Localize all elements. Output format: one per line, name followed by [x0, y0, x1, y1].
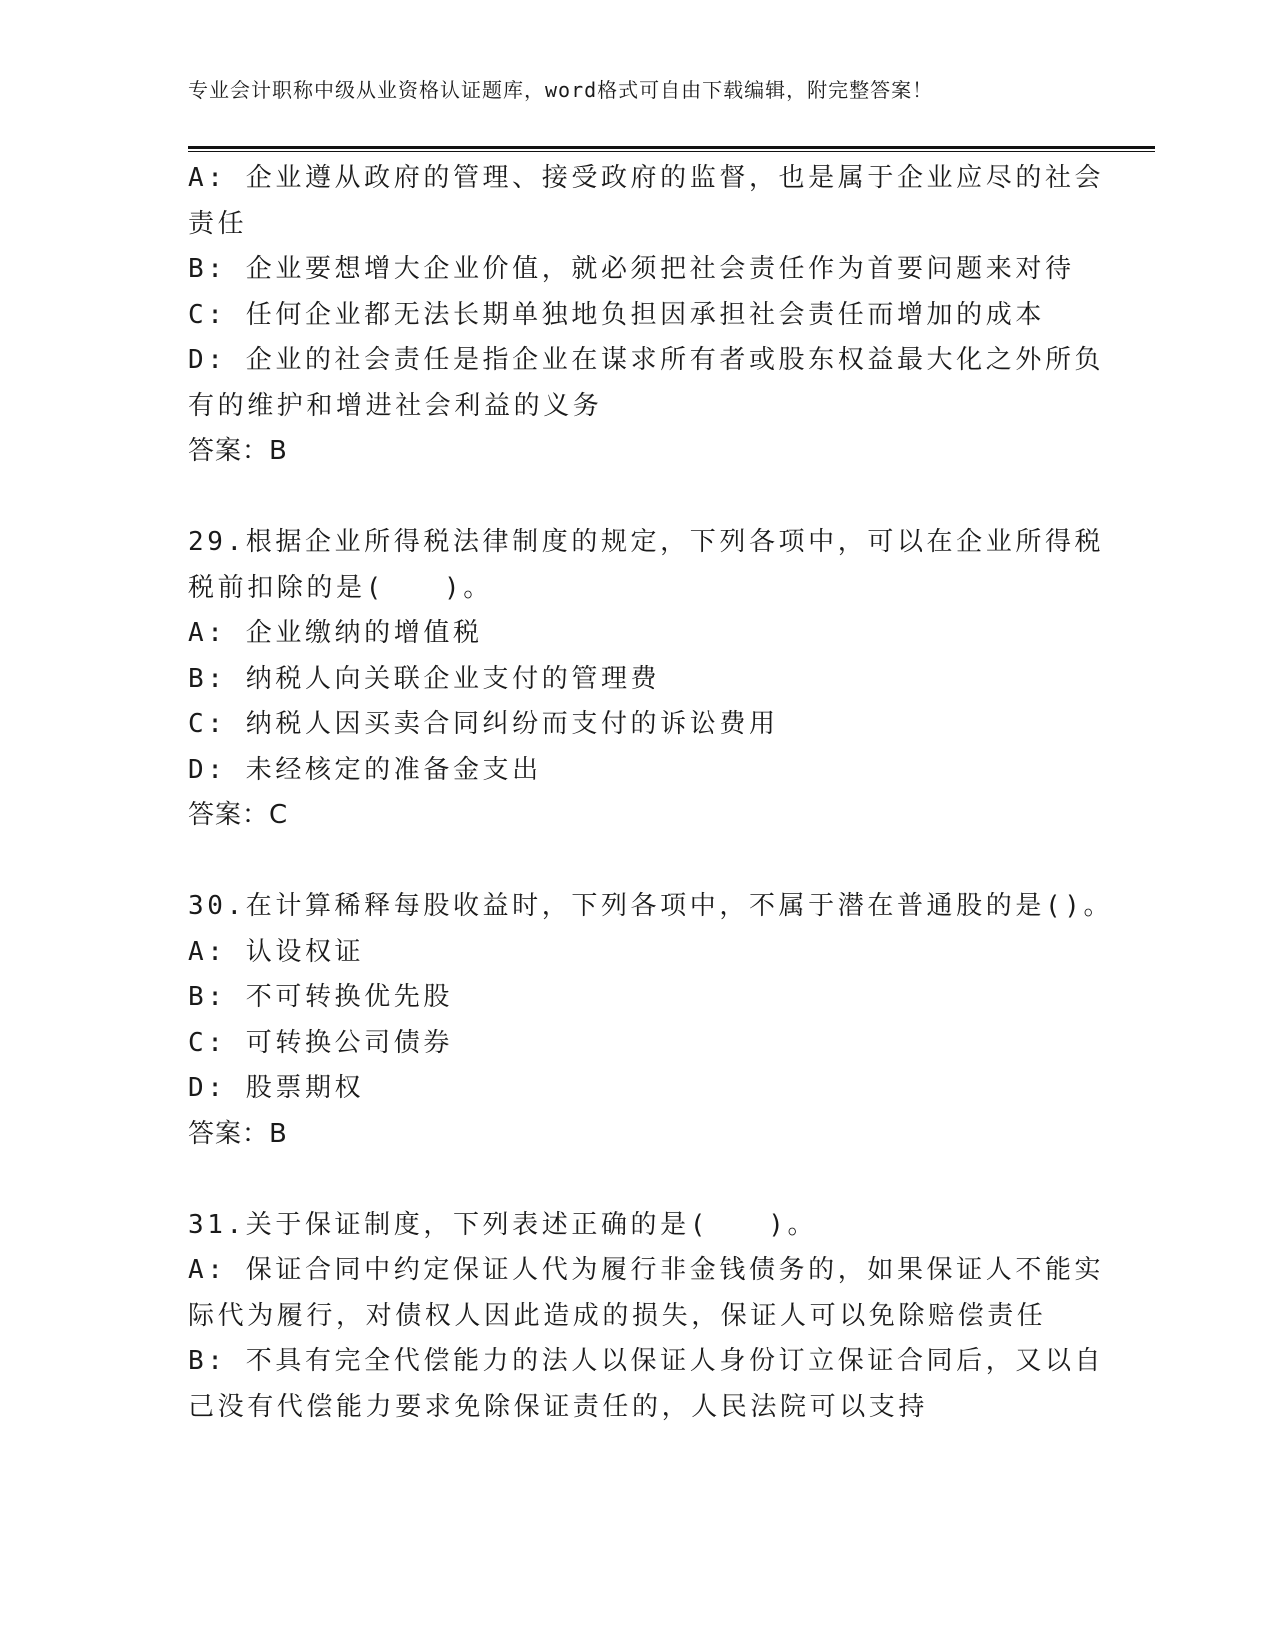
option-line: 有的维护和增进社会利益的义务: [188, 390, 603, 421]
option-line: B: 企业要想增大企业价值，就必须把社会责任作为首要问题来对待: [188, 254, 1075, 284]
answer-line: 答案：B: [188, 436, 288, 466]
spacer: [188, 1157, 1088, 1203]
option-d: [188, 338, 1105, 429]
question-stem: 税前扣除的是( )。: [188, 572, 493, 603]
option-d: D: 股票期权: [188, 1073, 365, 1103]
option-line: A: 企业遵从政府的管理、接受政府的监督，也是属于企业应尽的社会: [188, 163, 1105, 193]
question-stem: 30.在计算稀释每股收益时，下列各项中，不属于潜在普通股的是()。: [188, 891, 1114, 921]
question-29: [188, 520, 1105, 839]
page-header: 专业会计职称中级从业资格认证题库，word格式可自由下载编辑，附完整答案！: [188, 78, 934, 102]
question-continued: [188, 156, 1105, 475]
option-line: 己没有代偿能力要求免除保证责任的，人民法院可以支持: [188, 1391, 929, 1422]
option-c: C: 纳税人因买卖合同纠纷而支付的诉讼费用: [188, 709, 779, 739]
option-line: B: 不具有完全代偿能力的法人以保证人身份订立保证合同后，又以自: [188, 1346, 1105, 1376]
document-body: [188, 156, 1114, 1430]
option-c: C: 可转换公司债券: [188, 1027, 453, 1058]
spacer: [188, 839, 1088, 885]
option-b: [188, 1339, 1105, 1430]
option-a: [188, 1248, 1105, 1339]
option-b: [188, 247, 1088, 293]
option-line: A: 保证合同中约定保证人代为履行非金钱债务的，如果保证人不能实: [188, 1255, 1105, 1285]
answer-line: 答案：C: [188, 800, 289, 830]
option-line: 际代为履行，对债权人因此造成的损失，保证人可以免除赔偿责任: [188, 1300, 1047, 1331]
option-b: B: 纳税人向关联企业支付的管理费: [188, 663, 661, 694]
option-line: 责任: [188, 208, 248, 239]
option-c: [188, 293, 1088, 339]
question-stem: 29.根据企业所得税法律制度的规定，下列各项中，可以在企业所得税: [188, 527, 1105, 557]
option-line: D: 企业的社会责任是指企业在谋求所有者或股东权益最大化之外所负: [188, 345, 1105, 375]
option-line: C: 任何企业都无法长期单独地负担因承担社会责任而增加的成本: [188, 299, 1045, 330]
question-30: [188, 884, 1114, 1157]
question-stem: 31.关于保证制度，下列表述正确的是( )。: [188, 1209, 818, 1240]
question-31: [188, 1203, 1105, 1431]
option-b: B: 不可转换优先股: [188, 982, 453, 1012]
spacer: [188, 475, 1088, 521]
option-a: A: 企业缴纳的增值税: [188, 618, 483, 648]
answer-line: 答案：B: [188, 1118, 288, 1149]
header-divider: [188, 146, 1155, 152]
option-a: A: 认设权证: [188, 936, 365, 967]
option-d: D: 未经核定的准备金支出: [188, 754, 542, 785]
option-a: [188, 156, 1105, 247]
